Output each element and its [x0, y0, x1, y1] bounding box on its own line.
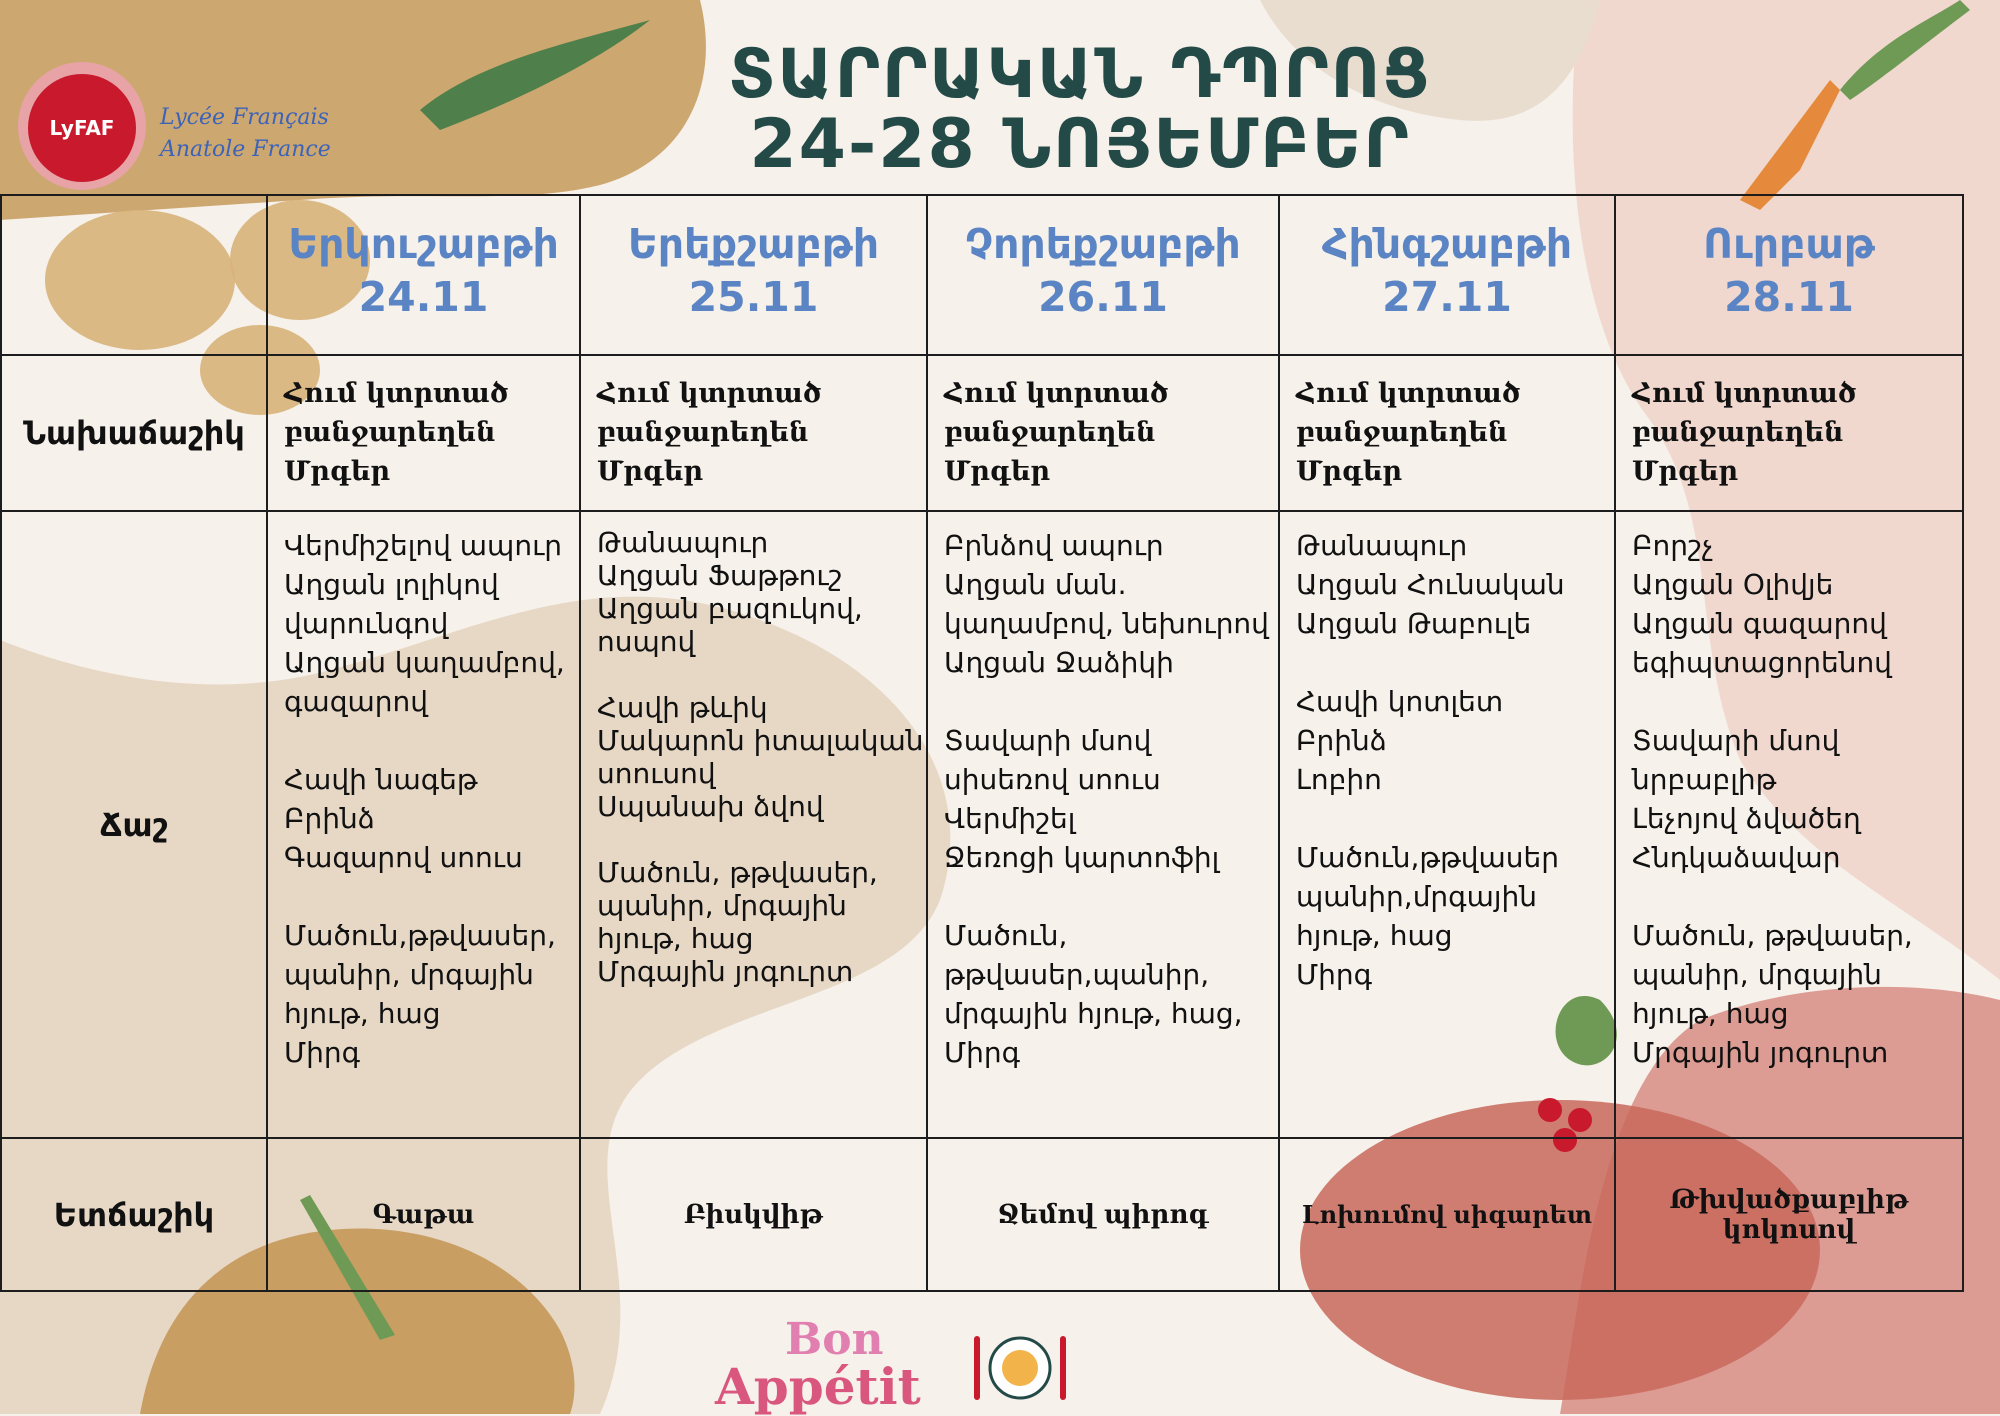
menu-item: Միրգ — [944, 1036, 1021, 1069]
dessert-cell-friday — [1615, 1138, 1963, 1291]
menu-item: Հում կտրտած — [944, 378, 1169, 409]
menu-item: Աղցան կաղամբով, — [284, 646, 565, 679]
main-cell-monday — [267, 511, 580, 1138]
title-line-1: ՏԱՐՐԱԿԱՆ ԴՊՐՈՑ — [728, 35, 1432, 114]
title-line-2: 24-28 ՆՈՅԵՄԲԵՐ — [749, 105, 1411, 184]
dessert-cell-tuesday — [580, 1138, 927, 1291]
main-cell-friday — [1615, 511, 1963, 1138]
logo-badge: LyFAF — [28, 74, 136, 182]
menu-item: Բորշչ — [1632, 529, 1714, 562]
day-date: 24.11 — [358, 273, 489, 321]
menu-item: Մրգեր — [284, 456, 391, 487]
menu-item: Մածուն, — [944, 919, 1068, 952]
day-name: Չորեքշաբթի — [965, 220, 1241, 268]
menu-item: Ջեռոցի կարտոֆիլ — [944, 841, 1220, 874]
menu-item: Աղցան բազուկով, — [597, 592, 863, 625]
page-title — [600, 35, 1560, 184]
day-header-thursday — [1279, 195, 1615, 355]
menu-item: մրգային հյութ, հաց, — [944, 997, 1243, 1030]
weekly-menu-table — [0, 194, 1964, 1292]
menu-spacer — [1296, 643, 1614, 682]
menu-item: Մրգեր — [1296, 456, 1403, 487]
menu-item: հյութ, հաց — [284, 997, 441, 1030]
logo-name-line-2: Anatole France — [160, 137, 331, 162]
menu-item: Մածուն,թթվասեր — [1296, 841, 1560, 874]
header-row — [1, 195, 1963, 355]
menu-item: Մածուն, թթվասեր, — [597, 856, 878, 889]
menu-item: պանիր,մրգային — [1296, 880, 1537, 913]
menu-item: Լոխումով սիգարետ — [1302, 1199, 1592, 1229]
day-name: Ուրբաթ — [1703, 220, 1875, 268]
menu-item: Միրգ — [284, 1036, 361, 1069]
menu-item: բանջարեղեն — [1296, 417, 1508, 448]
header-corner-cell — [1, 195, 267, 355]
dessert-cell-thursday — [1279, 1138, 1615, 1291]
menu-item: Թխվածքաբլիթ — [1669, 1184, 1909, 1215]
bon-appetit-footer — [715, 1314, 921, 1416]
menu-item: կոկոսով — [1722, 1214, 1856, 1245]
dessert-cell-monday — [267, 1138, 580, 1291]
menu-spacer — [1632, 877, 1962, 916]
menu-item: Վերմիշել — [944, 802, 1076, 835]
main-cell-thursday — [1279, 511, 1615, 1138]
menu-item: Բիսկվիթ — [683, 1199, 824, 1230]
menu-item: Տավարի մսով — [944, 724, 1152, 757]
menu-item: բանջարեղեն — [284, 417, 496, 448]
menu-item: ոսպով — [597, 625, 696, 658]
menu-item: Հավի նագեթ — [284, 763, 478, 796]
menu-item: Բրինձ — [284, 802, 375, 835]
plate-cutlery-icon — [960, 1326, 1080, 1406]
day-date: 28.11 — [1724, 273, 1854, 321]
day-name: Երեքշաբթի — [627, 220, 880, 268]
menu-item: Մրգեր — [597, 456, 704, 487]
menu-item: Սպանախ ձվով — [597, 790, 824, 823]
menu-item: Հավի թևիկ — [597, 691, 768, 724]
menu-item: Մրգային յոգուրտ — [597, 955, 854, 988]
day-header-friday — [1615, 195, 1963, 355]
day-name: Հինգշաբթի — [1321, 220, 1573, 268]
bon-text: Bon — [785, 1314, 884, 1365]
starter-cell-wednesday — [927, 355, 1279, 511]
menu-item: Աղցան Թաբուլե — [1296, 607, 1532, 640]
menu-item: Գաթա — [372, 1199, 475, 1230]
starter-cell-friday — [1615, 355, 1963, 511]
logo-name-line-1: Lycée Français — [160, 105, 329, 130]
menu-item: Հավի կոտլետ — [1296, 685, 1504, 718]
menu-spacer — [597, 658, 926, 691]
row-label-dessert: Ետճաշիկ — [1, 1138, 267, 1291]
menu-item: Աղցան գազարով — [1632, 607, 1887, 640]
row-label-starter: Նախաճաշիկ — [1, 355, 267, 511]
day-date: 26.11 — [1038, 273, 1168, 321]
menu-item: Մածուն,թթվասեր, — [284, 919, 556, 952]
logo-school-name — [160, 102, 360, 166]
day-name: Երկուշաբթի — [288, 220, 559, 268]
menu-item: Թանապուր — [1296, 529, 1468, 562]
day-header-wednesday — [927, 195, 1279, 355]
menu-item: Մածուն, թթվասեր, — [1632, 919, 1913, 952]
menu-item: Լեչոյով ձվածեղ — [1632, 802, 1861, 835]
menu-item: հյութ, հաց — [1296, 919, 1453, 952]
menu-item: թթվասեր,պանիր, — [944, 958, 1210, 991]
menu-item: բանջարեղեն — [597, 417, 809, 448]
menu-item: Աղցան ման. — [944, 568, 1127, 601]
menu-item: կաղամբով, նեխուրով — [944, 607, 1269, 640]
menu-item: Բրնձով ապուր — [944, 529, 1164, 562]
starter-row — [1, 355, 1963, 511]
menu-item: հյութ, հաց — [1632, 997, 1789, 1030]
menu-item: գազարով — [284, 685, 428, 718]
appetit-text: Appétit — [715, 1357, 921, 1416]
menu-spacer — [944, 682, 1278, 721]
menu-item: Վերմիշելով ապուր — [284, 529, 562, 562]
menu-item: հյութ, հաց — [597, 922, 754, 955]
main-row — [1, 511, 1963, 1138]
menu-item: Հում կտրտած — [1632, 378, 1857, 409]
menu-item: բանջարեղեն — [944, 417, 1156, 448]
menu-item: նրբաբլիթ — [1632, 763, 1777, 796]
day-date: 25.11 — [688, 273, 819, 321]
day-header-monday — [267, 195, 580, 355]
menu-item: պանիր, մրգային — [1632, 958, 1882, 991]
menu-item: սոուսով — [597, 757, 716, 790]
menu-spacer — [597, 823, 926, 856]
starter-cell-monday — [267, 355, 580, 511]
main-cell-tuesday — [580, 511, 927, 1138]
menu-item: Թանապուր — [597, 526, 769, 559]
menu-item: Տավարի մսով — [1632, 724, 1840, 757]
menu-spacer — [1632, 682, 1962, 721]
menu-item: Աղցան Ջաձիկի — [944, 646, 1174, 679]
menu-spacer — [284, 721, 579, 760]
menu-item: Հում կտրտած — [284, 378, 509, 409]
dessert-row — [1, 1138, 1963, 1291]
row-label-main: Ճաշ — [1, 511, 267, 1138]
menu-spacer — [1296, 799, 1614, 838]
menu-item: Հնդկաձավար — [1632, 841, 1841, 874]
menu-item: Մրգեր — [1632, 456, 1739, 487]
starter-cell-tuesday — [580, 355, 927, 511]
menu-item: Աղցան Հունական — [1296, 568, 1565, 601]
menu-item: Մակարոն իտալական — [597, 724, 924, 757]
menu-spacer — [944, 877, 1278, 916]
menu-item: բանջարեղեն — [1632, 417, 1844, 448]
day-date: 27.11 — [1382, 273, 1512, 321]
menu-item: վարունգով — [284, 607, 449, 640]
menu-item: Մրգային յոգուրտ — [1632, 1036, 1889, 1069]
menu-item: Բրինձ — [1296, 724, 1387, 757]
menu-item: պանիր, մրգային — [284, 958, 534, 991]
menu-item: Աղցան լոլիկով — [284, 568, 499, 601]
menu-item: Լոբիո — [1296, 763, 1382, 796]
main-cell-wednesday — [927, 511, 1279, 1138]
menu-item: եգիպտացորենով — [1632, 646, 1892, 679]
menu-item: Հում կտրտած — [597, 378, 822, 409]
menu-item: Մրգեր — [944, 456, 1051, 487]
menu-spacer — [284, 877, 579, 916]
menu-item: Հում կտրտած — [1296, 378, 1521, 409]
menu-item: Աղցան Ֆաթթուշ — [597, 559, 843, 592]
day-header-tuesday — [580, 195, 927, 355]
menu-item: Ջեմով պիրոգ — [997, 1199, 1209, 1230]
menu-item: Գազարով սոուս — [284, 841, 523, 874]
menu-item: Միրգ — [1296, 958, 1373, 991]
menu-item: պանիր, մրգային — [597, 889, 847, 922]
menu-item: Աղցան Օլիվյե — [1632, 568, 1834, 601]
menu-item: սիսեռով սոուս — [944, 763, 1161, 796]
starter-cell-thursday — [1279, 355, 1615, 511]
dessert-cell-wednesday — [927, 1138, 1279, 1291]
